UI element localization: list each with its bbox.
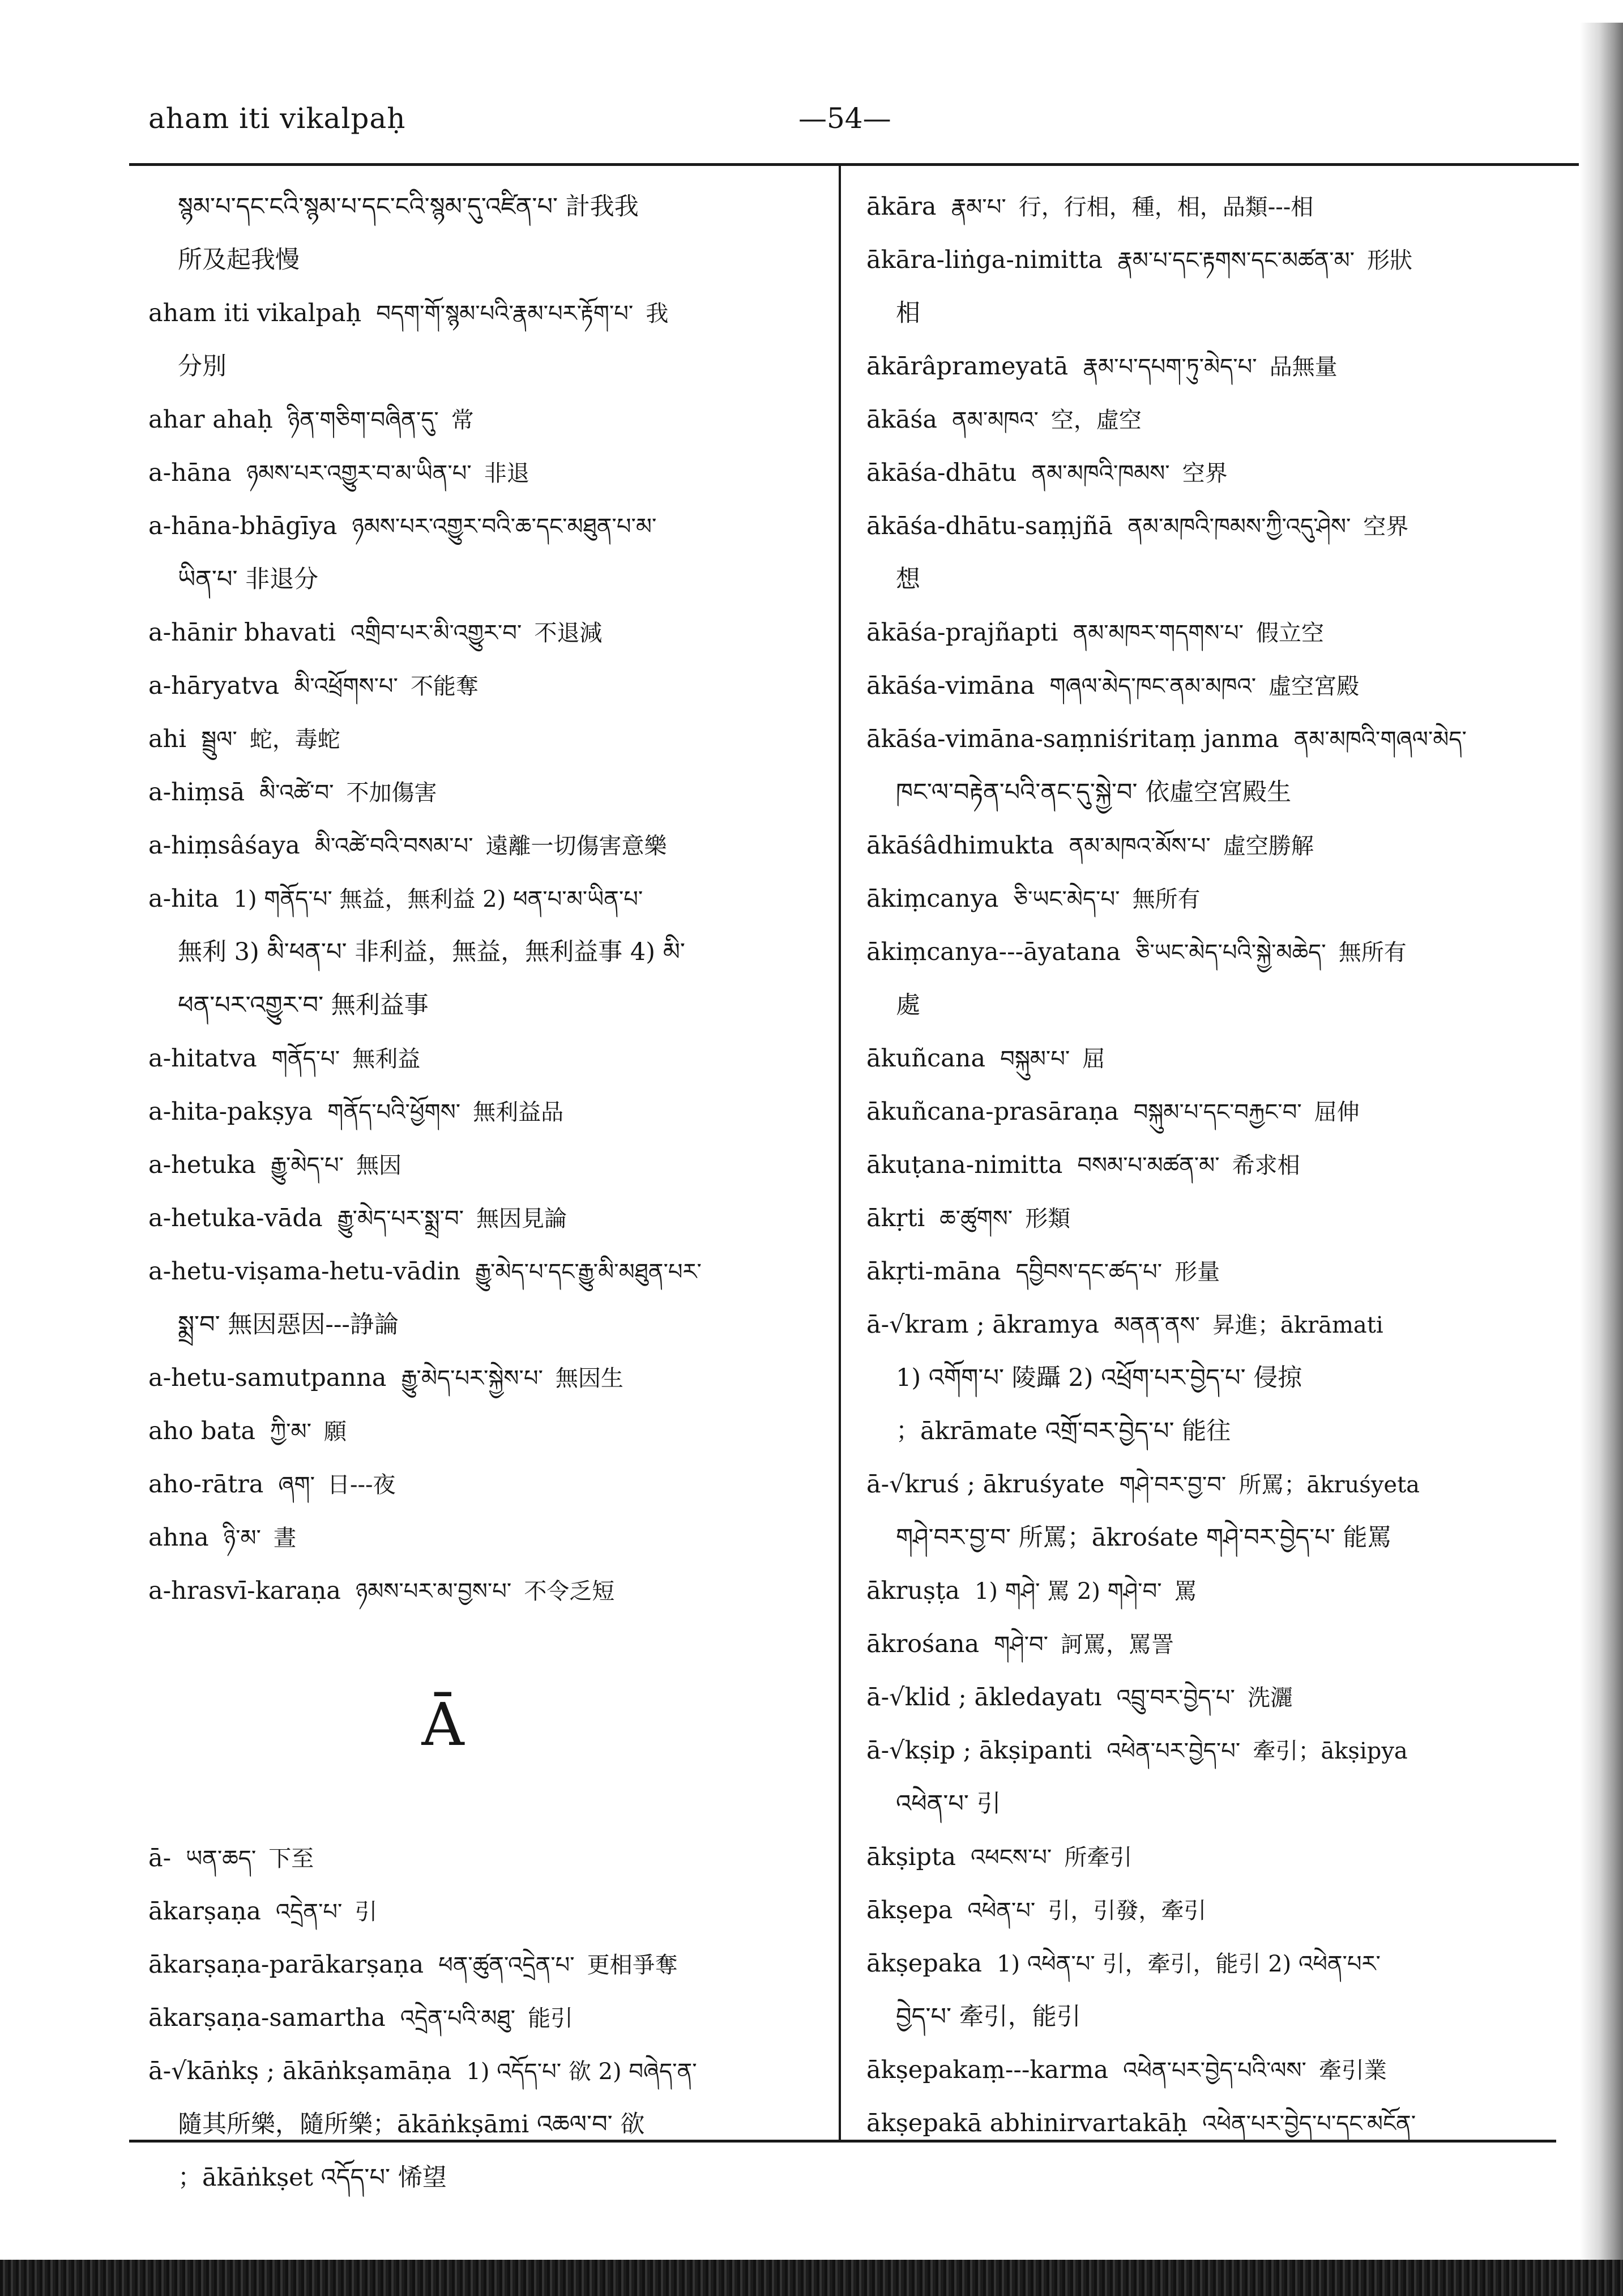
- entry-headword: ākāśa-prajñapti: [866, 618, 1058, 647]
- entry-chinese-gloss: 晝: [273, 1525, 296, 1551]
- entry-headword: ākiṃcanya: [866, 885, 999, 913]
- dictionary-entry: [866, 393, 1569, 446]
- entry-chinese-gloss: 罵: [1174, 1578, 1197, 1604]
- entry-chinese-gloss: 無因: [356, 1153, 402, 1179]
- entry-chinese-gloss: 形量: [1174, 1259, 1220, 1285]
- entry-tibetan: འདྲེན་པའི་མཐུ་: [400, 2005, 516, 2032]
- entry-chinese-gloss: 昇進；ākrāmati: [1212, 1312, 1383, 1338]
- entry-tibetan: རྣམ་པ་: [951, 194, 1006, 220]
- entry-chinese-gloss: 品無量: [1269, 354, 1338, 380]
- dictionary-entry: [866, 2043, 1569, 2097]
- entry-chinese-gloss: 無所有: [1132, 886, 1201, 912]
- entry-tibetan: ཞག་: [278, 1472, 315, 1498]
- entry-continuation: 1) འགོག་པ་ 陵躡 2) འཕྲོག་པར་བྱེད་པ་ 侵掠: [896, 1364, 1302, 1392]
- dictionary-entry: [148, 1832, 822, 1885]
- entry-tibetan: ཉམས་པར་མ་བྱས་པ་: [355, 1578, 512, 1604]
- entry-chinese-gloss: 無因生: [555, 1365, 623, 1392]
- entry-headword: ākārâprameyatā: [866, 352, 1069, 381]
- entry-tibetan: འཕེན་པར་བྱེད་པ་དང་མངོན་: [1202, 2111, 1416, 2137]
- entry-chinese-gloss: 能引: [528, 2005, 574, 2032]
- entry-continuation: འཕེན་པ་ 引: [896, 1790, 1001, 1818]
- entry-headword: a-hāna: [148, 459, 232, 487]
- entry-chinese-gloss: 空，虛空: [1050, 407, 1142, 433]
- dictionary-entry: [866, 340, 1569, 393]
- dictionary-entry: [148, 1032, 822, 1085]
- entry-tibetan: 1) འཕེན་པ་ 引，牽引，能引 2) འཕེན་པར་: [997, 1951, 1381, 1977]
- right-column: [866, 180, 1569, 2150]
- entry-headword: a-hetu-samutpanna: [148, 1364, 387, 1392]
- entry-headword: ākāra-liṅga-nimitta: [866, 246, 1103, 274]
- entry-chinese-gloss: 假立空: [1255, 620, 1324, 646]
- dictionary-entry: [148, 1138, 822, 1192]
- entry-headword: ākāra: [866, 193, 937, 221]
- dictionary-entry: [148, 1245, 822, 1298]
- entry-chinese-gloss: 願: [324, 1419, 347, 1445]
- entry-headword: aho-rātra: [148, 1470, 264, 1499]
- entry-headword: a-hrasvī-karaṇa: [148, 1577, 341, 1605]
- entry-tibetan: གཞལ་མེད་ཁང་ནམ་མཁའ་: [1049, 673, 1257, 699]
- entry-tibetan: འགྲིབ་པར་མི་འགྱུར་བ་: [350, 620, 522, 646]
- entry-continuation: 處: [896, 991, 920, 1019]
- entry-tibetan: ཅི་ཡང་མེད་པའི་སྐྱེ་མཆེད་: [1135, 940, 1326, 966]
- entry-headword: ākuṭana-nimitta: [866, 1151, 1063, 1179]
- dictionary-entry: [148, 287, 822, 340]
- section-spacer: [148, 1618, 822, 1671]
- entry-headword: aham iti vikalpaḥ: [148, 299, 362, 327]
- dictionary-entry: [148, 659, 822, 712]
- dictionary-entry: [148, 1405, 822, 1458]
- entry-continuation: ；ākrāmate འགྲོ་བར་བྱེད་པ་ 能往: [896, 1417, 1231, 1445]
- entry-headword: ākāśa-vimāna: [866, 672, 1035, 700]
- entry-headword: ahi: [148, 725, 187, 753]
- dictionary-entry: [148, 1458, 822, 1511]
- column-divider: [839, 164, 841, 2141]
- entry-tibetan: རྒྱུ་མེད་པར་སྨྲ་བ་: [337, 1206, 464, 1232]
- dictionary-entry: [866, 1724, 1569, 1777]
- entry-tibetan: 1) གཤེ་ 罵 2) གཤེ་བ་: [974, 1578, 1162, 1604]
- dictionary-entry: [148, 1192, 822, 1245]
- entry-headword: a-hetuka-vāda: [148, 1204, 323, 1232]
- dictionary-entry: [148, 1991, 822, 2045]
- entry-continuation: 分別: [178, 352, 227, 381]
- entry-chinese-gloss: 非退: [484, 460, 529, 486]
- entry-tibetan: ཉིན་གཅིག་བཞིན་དུ་: [287, 407, 439, 433]
- dictionary-entry: [148, 1085, 822, 1138]
- dictionary-entry: [866, 1937, 1569, 1990]
- entry-tibetan: ནམ་མཁའི་ཁམས་: [1031, 460, 1170, 486]
- entry-headword: ā-√kruś ; ākruśyate: [866, 1470, 1105, 1499]
- entry-headword: ākarṣaṇa-parākarṣaṇa: [148, 1951, 424, 1979]
- entry-tibetan: ནམ་མཁར་གདགས་པ་: [1073, 620, 1244, 646]
- entry-tibetan: ནམ་མཁའ་མོས་པ་: [1069, 833, 1211, 859]
- entry-tibetan: འཕེན་པ་: [967, 1898, 1036, 1924]
- entry-tibetan: འབྲུ་བར་བྱེད་པ་: [1116, 1685, 1235, 1711]
- entry-continuation: ཕན་པར་འགྱུར་བ་ 無利益事: [178, 991, 429, 1019]
- entry-headword: a-hetu-viṣama-hetu-vādin: [148, 1257, 461, 1286]
- entry-tibetan: མི་འཕྲོགས་པ་: [294, 673, 398, 699]
- entry-headword: a-hita-pakṣya: [148, 1098, 313, 1126]
- entry-tibetan: ནམ་མཁའ་: [952, 407, 1039, 433]
- dictionary-entry: [148, 819, 822, 872]
- entry-chinese-gloss: 常: [451, 407, 474, 433]
- dictionary-entry: [866, 1298, 1569, 1351]
- dictionary-entry: [866, 1245, 1569, 1298]
- dictionary-entry: [866, 1458, 1569, 1511]
- entry-continuation: ；ākāṅkṣet འདོད་པ་ 悕望: [178, 2163, 447, 2192]
- entry-headword: ākṣepa: [866, 1896, 953, 1924]
- dictionary-entry: [148, 500, 822, 553]
- entry-chinese-gloss: 無利益: [352, 1046, 421, 1072]
- entry-headword: ākṣepaka: [866, 1949, 983, 1978]
- dictionary-entry: [866, 1564, 1569, 1618]
- entry-headword: ākṣepakaṃ---karma: [866, 2056, 1109, 2084]
- entry-chinese-gloss: 下至: [268, 1846, 314, 1872]
- dictionary-entry: [148, 393, 822, 446]
- entry-chinese-gloss: 形狀: [1367, 247, 1412, 274]
- entry-headword: ā-√kṣip ; ākṣipanti: [866, 1736, 1092, 1765]
- entry-chinese-gloss: 屈: [1082, 1046, 1105, 1072]
- entry-tibetan: བསྐུམ་པ་: [1000, 1046, 1070, 1072]
- entry-chinese-gloss: 空界: [1182, 460, 1228, 486]
- entry-headword: a-hiṃsâśaya: [148, 831, 300, 860]
- entry-tibetan: ཉམས་པར་འགྱུར་བའི་ཆ་དང་མཐུན་པ་མ་: [352, 514, 657, 540]
- entry-tibetan: ཉི་མ་: [223, 1525, 261, 1551]
- entry-tibetan: འཕེན་པར་བྱེད་པ་: [1107, 1738, 1241, 1764]
- entry-chinese-gloss: 虛空勝解: [1223, 833, 1314, 859]
- entry-tibetan: ཡན་ཆད་: [186, 1846, 257, 1872]
- dictionary-entry: [866, 1671, 1569, 1724]
- entry-continuation: བྱེད་པ་ 牽引，能引: [896, 2003, 1081, 2031]
- dictionary-entry: [148, 1564, 822, 1618]
- dictionary-entry: [148, 1511, 822, 1564]
- entry-tibetan: ནམ་མཁའི་གཞལ་མེད་: [1293, 727, 1467, 753]
- dictionary-entry: [866, 819, 1569, 872]
- entry-headword: ākāśa: [866, 406, 938, 434]
- entry-tibetan: འཕེན་པར་བྱེད་པའི་ལས་: [1123, 2058, 1306, 2084]
- entry-headword: ākṣipta: [866, 1843, 956, 1871]
- entry-tibetan: ཅི་ཡང་མེད་པ་: [1013, 886, 1120, 912]
- header-rule: [129, 163, 1579, 166]
- entry-chinese-gloss: 日---夜: [327, 1472, 396, 1498]
- running-head: aham iti vikalpaḥ: [148, 102, 406, 135]
- entry-chinese-gloss: 遠離一切傷害意樂: [485, 833, 667, 859]
- section-spacer: [148, 1778, 822, 1832]
- entry-headword: ākṛti: [866, 1204, 925, 1232]
- entry-continuation: ཁང་ལ་བརྟེན་པའི་ནང་དུ་སྐྱེ་བ་ 依虛空宮殿生: [896, 778, 1292, 806]
- dictionary-entry: [866, 500, 1569, 553]
- entry-tibetan: རྒྱུ་མེད་པ་དང་རྒྱུ་མི་མཐུན་པར་: [475, 1259, 702, 1285]
- left-column: [148, 180, 822, 2204]
- entry-chinese-gloss: 不加傷害: [346, 780, 437, 806]
- entry-tibetan: ཆ་ཚུགས་: [939, 1206, 1013, 1232]
- entry-headword: ākuñcana: [866, 1044, 986, 1073]
- entry-continuation: སྨྲ་བ་ 無因惡因---諍論: [178, 1311, 399, 1339]
- entry-headword: ā-√kāṅkṣ ; ākāṅkṣamāṇa: [148, 2057, 452, 2085]
- entry-continuation: སྙམ་པ་དང་ངའི་སྙམ་པ་དང་ངའི་སྙམ་དུ་འཛིན་པ་ 計我我: [178, 193, 639, 221]
- entry-tibetan: བསྐུམ་པ་དང་བརྐྱང་བ་: [1133, 1099, 1302, 1125]
- entry-tibetan: གནོད་པའི་ཕྱོགས་: [327, 1099, 461, 1125]
- entry-chinese-gloss: 不令乏短: [524, 1578, 615, 1604]
- entry-tibetan: 1) གནོད་པ་ 無益，無利益 2) ཕན་པ་མ་ཡིན་པ་: [233, 886, 643, 912]
- entry-tibetan: ནམ་མཁའི་ཁམས་ཀྱི་འདུ་ཤེས་: [1127, 514, 1351, 540]
- entry-tibetan: མི་འཚེ་བ་: [259, 780, 334, 806]
- entry-tibetan: འཕངས་པ་: [970, 1845, 1052, 1871]
- page-number: —54—: [798, 102, 891, 135]
- entry-headword: a-hāryatva: [148, 672, 280, 700]
- entry-tibetan: མནན་ནས་: [1114, 1312, 1200, 1338]
- dictionary-entry: [866, 446, 1569, 500]
- entry-continuation: 所及起我慢: [178, 246, 300, 274]
- dictionary-entry: [148, 766, 822, 819]
- entry-chinese-gloss: 牽引業: [1318, 2058, 1387, 2084]
- dictionary-entry: [866, 659, 1569, 712]
- dictionary-entry: [148, 2045, 822, 2098]
- dictionary-entry: [148, 446, 822, 500]
- entry-chinese-gloss: 所牽引: [1064, 1845, 1133, 1871]
- dictionary-entry: [866, 1032, 1569, 1085]
- entry-continuation: 隨其所樂，隨所樂；ākāṅkṣāmi འཆལ་བ་ 欲: [178, 2110, 645, 2139]
- entry-tibetan: གཤེ་བ་: [994, 1632, 1049, 1658]
- entry-headword: ākuñcana-prasāraṇa: [866, 1098, 1119, 1126]
- entry-headword: ā-√kram ; ākramya: [866, 1311, 1099, 1339]
- entry-headword: ākṣepakā abhinirvartakāḥ: [866, 2109, 1188, 2137]
- entry-chinese-gloss: 我: [646, 301, 669, 327]
- entry-tibetan: ཕན་ཚུན་འདྲེན་པ་: [438, 1952, 575, 1978]
- dictionary-entry: [148, 1885, 822, 1938]
- entry-chinese-gloss: 訶罵，罵詈: [1061, 1632, 1174, 1658]
- entry-headword: a-hitatva: [148, 1044, 257, 1073]
- entry-continuation: གཤེ་བར་བྱ་བ་ 所罵；ākrośate གཤེ་བར་བྱེད་པ་ 能罵: [896, 1523, 1392, 1552]
- entry-headword: aho bata: [148, 1417, 255, 1445]
- dictionary-entry: [866, 1830, 1569, 1884]
- dictionary-entry: [866, 606, 1569, 659]
- entry-tibetan: གཤེ་བར་བྱ་བ་: [1119, 1472, 1227, 1498]
- entry-headword: a-hetuka: [148, 1151, 256, 1179]
- entry-chinese-gloss: 無因見論: [476, 1206, 567, 1232]
- entry-tibetan: ཉམས་པར་འགྱུར་བ་མ་ཡིན་པ་: [246, 460, 472, 486]
- dictionary-entry: [148, 872, 822, 925]
- entry-headword: a-hita: [148, 885, 219, 913]
- entry-chinese-gloss: 屈伸: [1314, 1099, 1360, 1125]
- entry-headword: ākāśa-dhātu-saṃjñā: [866, 512, 1113, 540]
- entry-headword: ākiṃcanya---āyatana: [866, 938, 1121, 966]
- dictionary-entry: [866, 1618, 1569, 1671]
- entry-tibetan: རྣམ་པ་དཔག་ཏུ་མེད་པ་: [1083, 354, 1257, 380]
- entry-continuation: ཡིན་པ་ 非退分: [178, 565, 319, 594]
- entry-headword: ākruṣṭa: [866, 1577, 960, 1605]
- entry-chinese-gloss: 蛇，毒蛇: [249, 727, 340, 753]
- entry-continuation: 相: [896, 299, 920, 327]
- entry-tibetan: རྒྱུ་མེད་པ་: [270, 1153, 344, 1179]
- dictionary-entry: [866, 1138, 1569, 1192]
- entry-headword: ahar ahaḥ: [148, 406, 273, 434]
- entry-chinese-gloss: 洗灑: [1247, 1685, 1293, 1711]
- entry-chinese-gloss: 形類: [1025, 1206, 1071, 1232]
- entry-chinese-gloss: 牽引；ākṣipya: [1253, 1738, 1408, 1764]
- entry-chinese-gloss: 所罵；ākruśyeta: [1238, 1472, 1420, 1498]
- dictionary-entry: [148, 606, 822, 659]
- footer-rule: [129, 2140, 1556, 2143]
- entry-tibetan: གནོད་པ་: [271, 1046, 340, 1072]
- entry-tibetan: རྣམ་པ་དང་རྟགས་དང་མཚན་མ་: [1117, 247, 1355, 274]
- dictionary-entry: [866, 712, 1569, 766]
- entry-tibetan: བསམ་པ་མཚན་མ་: [1077, 1153, 1220, 1179]
- dictionary-entry: [148, 1938, 822, 1991]
- entry-headword: a-hiṃsā: [148, 778, 245, 806]
- dictionary-entry: [148, 1351, 822, 1405]
- entry-headword: a-hānir bhavati: [148, 618, 336, 647]
- entry-continuation: 想: [896, 565, 920, 594]
- entry-headword: ākarṣaṇa: [148, 1897, 261, 1926]
- entry-tibetan: 1) འདོད་པ་ 欲 2) བཞེད་ན་: [466, 2059, 697, 2085]
- entry-headword: ā-: [148, 1844, 172, 1872]
- dictionary-entry: [866, 1192, 1569, 1245]
- dictionary-entry: [866, 925, 1569, 979]
- entry-tibetan: འདྲེན་པ་: [275, 1899, 343, 1925]
- entry-tibetan: མི་འཚེ་བའི་བསམ་པ་: [314, 833, 473, 859]
- entry-tibetan: བདག་གོ་སྙམ་པའི་རྣམ་པར་རྟོག་པ་: [376, 301, 634, 327]
- scan-edge-bottom: [0, 2260, 1623, 2296]
- entry-tibetan: སྦྲུལ་: [201, 727, 237, 753]
- entry-chinese-gloss: 引，引發，牽引: [1048, 1898, 1207, 1924]
- entry-headword: ākarṣaṇa-samartha: [148, 2004, 386, 2032]
- entry-headword: ā-√klid ; ākledayatı: [866, 1683, 1102, 1712]
- entry-headword: ākāśa-vimāna-saṃniśritaṃ janma: [866, 725, 1279, 753]
- entry-chinese-gloss: 無利益品: [473, 1099, 564, 1125]
- entry-chinese-gloss: 希求相: [1232, 1153, 1300, 1179]
- entry-headword: ākṛti-māna: [866, 1257, 1001, 1286]
- entry-chinese-gloss: 不能奪: [410, 673, 479, 699]
- entry-continuation: 無利 3) མི་ཕན་པ་ 非利益，無益，無利益事 4) མི་: [178, 938, 685, 966]
- dictionary-entry: [148, 712, 822, 766]
- entry-headword: ākrośana: [866, 1630, 980, 1658]
- entry-tibetan: དབྱིབས་དང་ཚད་པ་: [1015, 1259, 1163, 1285]
- dictionary-entry: [866, 1085, 1569, 1138]
- entry-chinese-gloss: 空界: [1363, 514, 1409, 540]
- entry-chinese-gloss: 更相爭奪: [587, 1952, 678, 1978]
- entry-headword: ākāśa-dhātu: [866, 459, 1017, 487]
- entry-chinese-gloss: 不退減: [534, 620, 603, 646]
- entry-chinese-gloss: 行，行相，種，相，品類---相: [1018, 194, 1314, 220]
- scan-shadow-right: [1580, 23, 1623, 2260]
- entry-headword: a-hāna-bhāgīya: [148, 512, 338, 540]
- section-letter: Ā: [421, 1690, 464, 1759]
- dictionary-entry: [866, 1884, 1569, 1937]
- entry-tibetan: རྒྱུ་མེད་པར་སྐྱེས་པ་: [401, 1365, 543, 1392]
- entry-tibetan: ཀྱི་མ་: [270, 1419, 312, 1445]
- entry-chinese-gloss: 引: [355, 1899, 378, 1925]
- dictionary-entry: [866, 872, 1569, 925]
- entry-chinese-gloss: 無所有: [1338, 940, 1407, 966]
- dictionary-entry: [866, 180, 1569, 233]
- dictionary-entry: [866, 233, 1569, 287]
- entry-headword: ahna: [148, 1523, 209, 1552]
- entry-chinese-gloss: 虛空宮殿: [1268, 673, 1360, 699]
- entry-headword: ākāśâdhimukta: [866, 831, 1054, 860]
